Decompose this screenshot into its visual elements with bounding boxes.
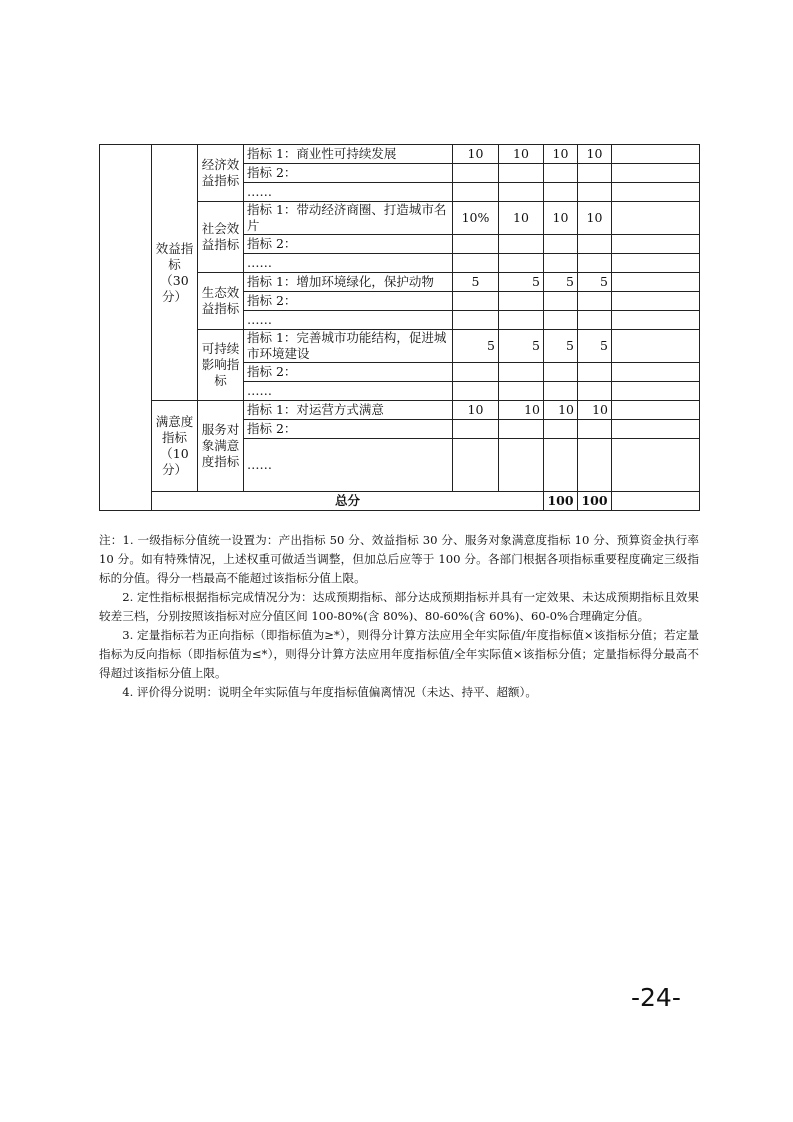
indicator-name: …… [244, 439, 453, 492]
indicator-name: 指标 2： [244, 363, 453, 382]
performance-indicator-table [99, 144, 700, 511]
actual-value: 5 [499, 330, 544, 363]
total-label: 总分 [152, 492, 544, 511]
service-satisfaction-category: 服务对象满意度指标 [198, 401, 244, 492]
table-row [100, 401, 700, 420]
weight-value: 10 [544, 401, 578, 420]
remark-cell [612, 401, 700, 420]
indicator-name: 指标 1：商业性可持续发展 [244, 145, 453, 164]
remark-cell [612, 202, 700, 235]
weight-value: 10 [544, 202, 578, 235]
note-paragraph: 3. 定量指标若为正向指标（即指标值为≥*），则得分计算方法应用全年实际值/年度指标值×该指标分值；若定量指标为反向指标（即指标值为≤*），则得分计算方法应用年度指标值/全年实际值×该指标分值；定量指标得分最高不得超过该指标分值上限。 [99, 628, 699, 680]
indicator-name: 指标 2： [244, 420, 453, 439]
note-paragraph: 2. 定性指标根据指标完成情况分为：达成预期指标、部分达成预期指标并具有一定效果、未达成预期指标且效果较差三档，分别按照该指标对应分值区间 100-80%(含 80%)、80-60%(含 60%)、60-0%合理确定分值。 [99, 590, 699, 623]
weight-value: 5 [544, 330, 578, 363]
remark-cell [612, 330, 700, 363]
remark-cell [612, 145, 700, 164]
score-value: 10 [578, 202, 612, 235]
score-value: 10 [578, 145, 612, 164]
blank-first-column-cell [100, 145, 152, 511]
score-value: 5 [578, 330, 612, 363]
annual-target-value: 5 [453, 273, 499, 292]
social-benefit-category: 社会效益指标 [198, 202, 244, 273]
indicator-name: 指标 1：完善城市功能结构，促进城市环境建设 [244, 330, 453, 363]
indicator-name: 指标 2： [244, 164, 453, 183]
remark-cell [612, 492, 700, 511]
note-paragraph: 注：1. 一级指标分值统一设置为：产出指标 50 分、效益指标 30 分、服务对象满意度指标 10 分、预算资金执行率 10 分。如有特殊情况，上述权重可做适当调整，但加总后应等于 100 分。各部门根据各项指标重要程度确定三级指标的分值。得分一档最高不能超过该指标分值上限。 [99, 533, 699, 585]
annual-target-value: 5 [453, 330, 499, 363]
table-notes [99, 531, 699, 702]
indicator-name: …… [244, 254, 453, 273]
indicator-name: …… [244, 183, 453, 202]
total-weight: 100 [544, 492, 578, 511]
remark-cell [612, 273, 700, 292]
total-row [100, 492, 700, 511]
indicator-name: 指标 1：带动经济商圈、打造城市名片 [244, 202, 453, 235]
ecological-benefit-category: 生态效益指标 [198, 273, 244, 330]
score-value: 5 [578, 273, 612, 292]
weight-value: 5 [544, 273, 578, 292]
weight-value: 10 [544, 145, 578, 164]
indicator-name: 指标 2： [244, 292, 453, 311]
annual-target-value: 10 [453, 145, 499, 164]
actual-value: 10 [499, 202, 544, 235]
satisfaction-indicator-group: 满意度指标（10分） [152, 401, 198, 492]
indicator-name: 指标 1：对运营方式满意 [244, 401, 453, 420]
annual-target-value: 10 [453, 401, 499, 420]
annual-target-value: 10% [453, 202, 499, 235]
page-number: -24- [631, 983, 681, 1012]
actual-value: 10 [499, 401, 544, 420]
total-score: 100 [578, 492, 612, 511]
benefit-indicator-group: 效益指标（30分） [152, 145, 198, 401]
indicator-name: …… [244, 382, 453, 401]
note-paragraph: 4. 评价得分说明：说明全年实际值与年度指标值偏离情况（未达、持平、超额）。 [122, 685, 537, 699]
indicator-name: …… [244, 311, 453, 330]
score-value: 10 [578, 401, 612, 420]
table-row [100, 145, 700, 164]
indicator-name: 指标 2： [244, 235, 453, 254]
indicator-name: 指标 1：增加环境绿化，保护动物 [244, 273, 453, 292]
sustainable-impact-category: 可持续影响指标 [198, 330, 244, 401]
actual-value: 10 [499, 145, 544, 164]
economic-benefit-category: 经济效益指标 [198, 145, 244, 202]
actual-value: 5 [499, 273, 544, 292]
